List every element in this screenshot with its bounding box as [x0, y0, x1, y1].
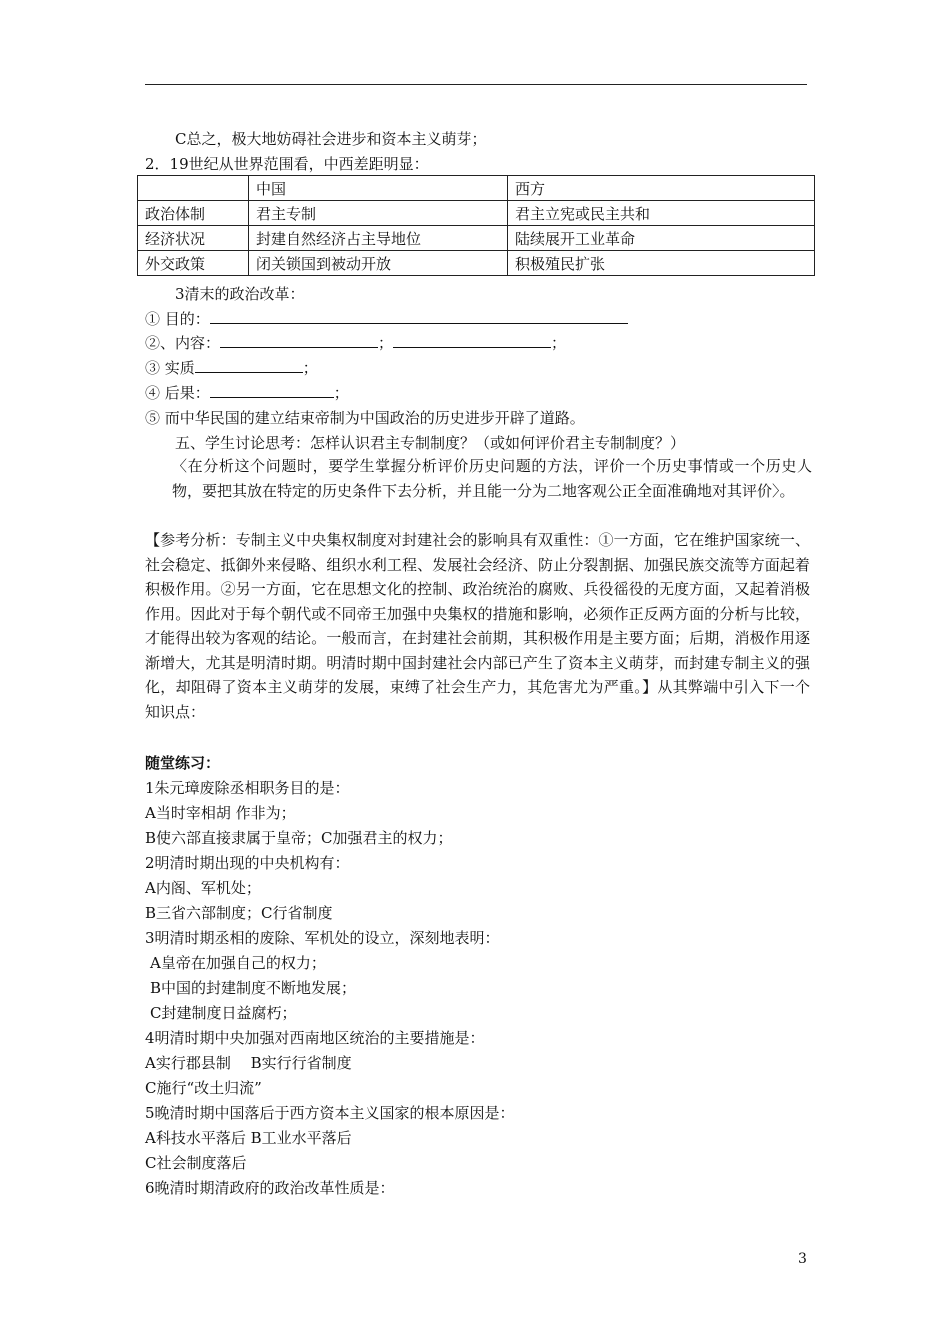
reform-essence-label: ③ 实质: [145, 359, 195, 377]
table-cell: 陆续展开工业革命: [508, 226, 815, 251]
page-number: 3: [798, 1251, 807, 1267]
reform-content-label: ②、内容：: [145, 334, 221, 352]
content-answer-blank-1[interactable]: [220, 333, 378, 348]
exercise-title: 随堂练习：: [145, 754, 221, 772]
reform-essence-line: [145, 358, 318, 378]
exercise-line: A科技水平落后 B工业水平落后: [145, 1129, 352, 1147]
exercise-line: 2明清时期出现的中央机构有：: [145, 854, 350, 872]
option-c-line: C总之，极大地妨碍社会进步和资本主义萌芽；: [175, 130, 487, 148]
exercise-line: A当时宰相胡 作非为；: [145, 804, 296, 822]
table-cell: 外交政策: [138, 251, 249, 276]
content-answer-blank-2[interactable]: [393, 333, 551, 348]
exercise-line: 5晚清时期中国落后于西方资本主义国家的根本原因是：: [145, 1104, 515, 1122]
table-cell: 政治体制: [138, 201, 249, 226]
exercise-line: B使六部直接隶属于皇帝；C加强君主的权力；: [145, 829, 453, 847]
table-cell: 经济状况: [138, 226, 249, 251]
exercise-line: 4明清时期中央加强对西南地区统治的主要措施是：: [145, 1029, 485, 1047]
exercise-line: A实行郡县制 B实行行省制度: [145, 1054, 352, 1072]
table-cell: 闭关锁国到被动开放: [249, 251, 508, 276]
exercise-line: C封建制度日益腐朽；: [150, 1004, 297, 1022]
exercise-line: A皇帝在加强自己的权力；: [150, 954, 326, 972]
discussion-guide: 〈在分析这个问题时，要学生掌握分析评价历史问题的方法，评价一个历史事情或一个历史人物，要把其放在特定的历史条件下去分析，并且能一分为二地客观公正全面准确地对其评价〉。: [172, 457, 812, 500]
exercise-line: C施行“改土归流”: [145, 1079, 262, 1097]
separator-4: ；: [333, 384, 349, 402]
table-header-cell: [138, 176, 249, 201]
reform-republic-line: ⑤ 而中华民国的建立结束帝制为中国政治的历史进步开辟了道路。: [145, 409, 585, 427]
exercise-line: 1朱元璋废除丞相职务目的是：: [145, 779, 350, 797]
question-2-title: 2．19世纪从世界范围看，中西差距明显：: [145, 155, 429, 173]
comparison-table: [137, 175, 815, 276]
table-cell: 封建自然经济占主导地位: [249, 226, 508, 251]
exercise-line: B中国的封建制度不断地发展；: [150, 979, 357, 997]
exercise-line: B三省六部制度；C行省制度: [145, 904, 333, 922]
header-rule: [145, 84, 807, 85]
reform-result-label: ④ 后果：: [145, 384, 210, 402]
table-cell: 君主立宪或民主共和: [508, 201, 815, 226]
reform-content-line: [145, 333, 566, 353]
table-row: [138, 251, 815, 276]
result-answer-blank[interactable]: [210, 383, 334, 398]
table-row: [138, 201, 815, 226]
reform-purpose-label: ① 目的：: [145, 310, 210, 328]
purpose-answer-blank[interactable]: [210, 309, 628, 324]
discussion-title: 五、学生讨论思考：怎样认识君主专制制度？（或如何评价君主专制制度？）: [175, 434, 686, 452]
exercise-line: 3明清时期丞相的废除、军机处的设立，深刻地表明：: [145, 929, 500, 947]
table-header-cell: 西方: [508, 176, 815, 201]
table-row: [138, 226, 815, 251]
reform-title: 3清末的政治改革：: [175, 285, 305, 303]
reform-purpose-line: [145, 309, 628, 329]
exercise-line: C社会制度落后: [145, 1154, 247, 1172]
table-header-row: [138, 176, 815, 201]
table-header-cell: 中国: [249, 176, 508, 201]
separator-3: ；: [302, 359, 318, 377]
separator-1: ；: [378, 334, 394, 352]
essence-answer-blank[interactable]: [195, 358, 303, 373]
exercise-line: 6晚清时期清政府的政治改革性质是：: [145, 1179, 395, 1197]
reform-result-line: [145, 383, 349, 403]
table-cell: 君主专制: [249, 201, 508, 226]
exercise-line: A内阁、军机处；: [145, 879, 261, 897]
table-cell: 积极殖民扩张: [508, 251, 815, 276]
reference-analysis: 【参考分析：专制主义中央集权制度对封建社会的影响具有双重性：①一方面，它在维护国家统一、社会稳定、抵御外来侵略、组织水利工程、发展社会经济、防止分裂割据、加强民族交流等方面起着积极作用。②另一方面，它在思想文化的控制、政治统治的腐败、兵役徭役的无度方面，又起着消极作用。因此对于每个朝代或不同帝王加强中央集权的措施和影响，必须作正反两方面的分析与比较，才能得出较为客观的结论。一般而言，在封建社会前期，其积极作用是主要方面；后期，消极作用逐渐增大，尤其是明清时期。明清时期中国封建社会内部已产生了资本主义萌芽，而封建专制主义的强化，却阻碍了资本主义萌芽的发展，束缚了社会生产力，其危害尤为严重。】从其弊端中引入下一个知识点：: [145, 531, 810, 721]
separator-2: ；: [551, 334, 567, 352]
